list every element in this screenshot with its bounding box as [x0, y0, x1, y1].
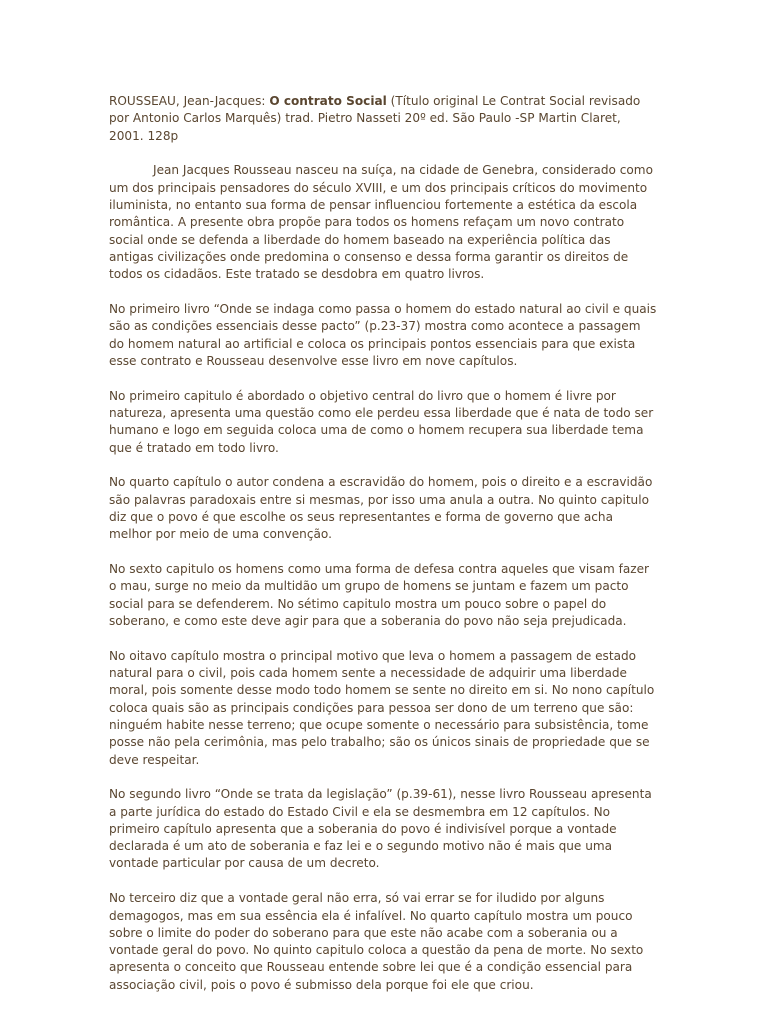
reference-details: (Título original Le Contrat Social revisado por Antonio Carlos Marquês) trad. Pietro Nasseti 20º ed. São Paulo -SP Martin Claret, 2001. 128p: [109, 94, 641, 143]
paragraph-first-chapter: No primeiro capitulo é abordado o objetivo central do livro que o homem é livre por natureza, apresenta uma questão como ele perdeu essa liberdade que é nata de todo ser humano e logo em seguida coloca uma de como o homem recupera sua liberdade tema que é tratado em todo livro.: [109, 388, 654, 455]
reference-author: ROUSSEAU, Jean-Jacques:: [109, 94, 270, 108]
paragraph-intro: Jean Jacques Rousseau nasceu na suíça, na cidade de Genebra, considerado como um dos principais pensadores do século XVIII, e um dos principais críticos do movimento iluminista, no entanto sua forma de pensar influenciou fortemente a estética da escola romântica. A presente obra propõe para todos os homens refaçam um novo contrato social onde se defenda a liberdade do homem baseado na experiência política das antigas civilizações onde predomina o consenso e dessa forma garantir os direitos de todos os cidadãos. Este tratado se desdobra em quatro livros.: [109, 163, 653, 282]
paragraph-eighth-ninth-chapter: No oitavo capítulo mostra o principal motivo que leva o homem a passagem de estado natural para o civil, pois cada homem sente a necessidade de adquirir uma liberdade moral, pois somente desse modo todo homem se sente no direito em si. No nono capítulo coloca quais são as principais condições para pessoa ser dono de um terreno que são: ninguém habite nesse terreno; que ocupe somente o necessário para subsistência, tome posse não pela cerimônia, mas pelo trabalho; são os únicos sinais de propriedade que se deve respeitar.: [109, 648, 655, 767]
paragraph-fourth-fifth-chapter: No quarto capítulo o autor condena a escravidão do homem, pois o direito e a escravidão são palavras paradoxais entre si mesmas, por isso uma anula a outra. No quinto capitulo diz que o povo é que escolhe os seus representantes e forma de governo que acha melhor por meio de uma convenção.: [109, 475, 653, 542]
document-body: [109, 93, 657, 1012]
reference-title: O contrato Social: [269, 94, 387, 108]
paragraph-second-book: No segundo livro “Onde se trata da legislação” (p.39-61), nesse livro Rousseau apresenta a parte jurídica do estado do Estado Civil e ela se desmembra em 12 capítulos. No primeiro capítulo apresenta que a soberania do povo é indivisível porque a vontade declarada é um ato de soberania e faz lei e o segundo motivo não é mais que uma vontade particular por causa de um decreto.: [109, 787, 652, 871]
paragraph-third-to-sixth-chapter: No terceiro diz que a vontade geral não erra, só vai errar se for iludido por alguns demagogos, mas em sua essência ela é infalível. No quarto capítulo mostra um pouco sobre o limite do poder do soberano para que este não acabe com a soberania ou a vontade geral do povo. No quinto capitulo coloca a questão da pena de morte. No sexto apresenta o conceito que Rousseau entende sobre lei que é a condição essencial para associação civil, pois o povo é submisso dela porque foi ele que criou.: [109, 891, 644, 992]
paragraph-first-book: No primeiro livro “Onde se indaga como passa o homem do estado natural ao civil e quais são as condições essenciais desse pacto” (p.23-37) mostra como acontece a passagem do homem natural ao artificial e coloca os principais pontos essenciais para que exista esse contrato e Rousseau desenvolve esse livro em nove capítulos.: [109, 301, 657, 368]
paragraph-sixth-seventh-chapter: No sexto capitulo os homens como uma forma de defesa contra aqueles que visam fazer o mau, surge no meio da multidão um grupo de homens se juntam e fazem um pacto social para se defenderem. No sétimo capitulo mostra um pouco sobre o papel do soberano, e como este deve agir para que a soberania do povo não seja prejudicada.: [109, 562, 649, 628]
bibliographic-reference: [109, 93, 657, 145]
